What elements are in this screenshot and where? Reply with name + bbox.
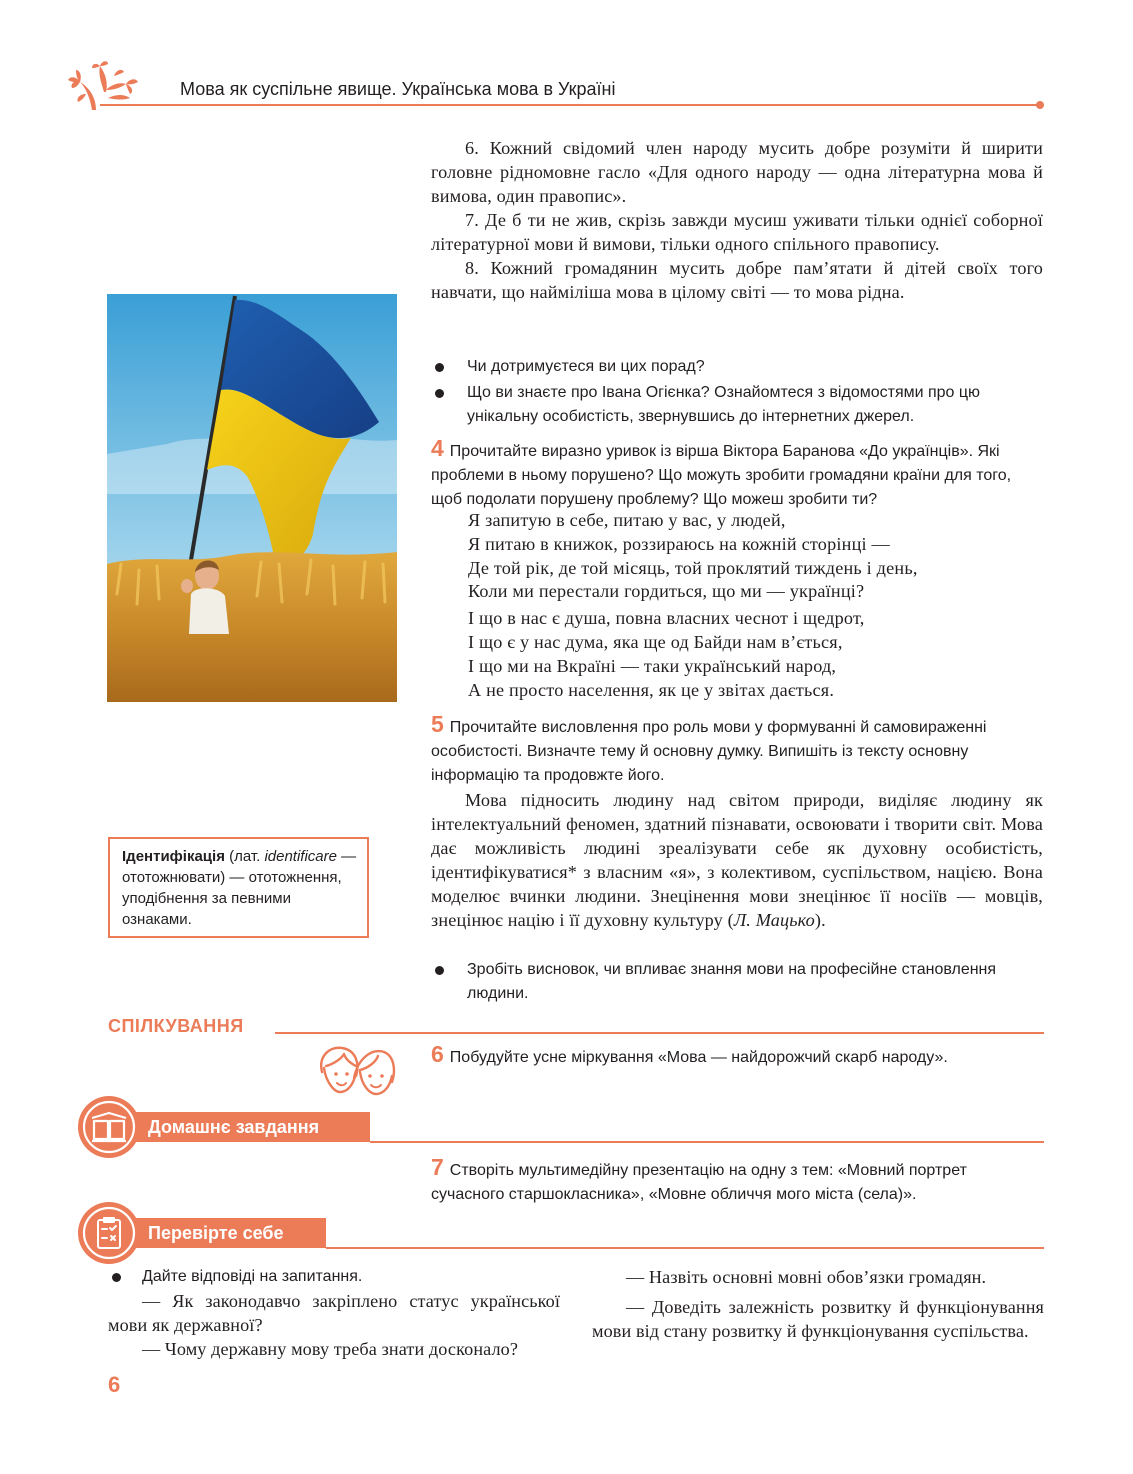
task-text: Прочитайте висловлення про роль мови у формуванні й самовираженні особистості. Визначте тему й основну думку. Випишіть із тексту основну інформацію та продовжте його. — [431, 719, 987, 784]
question-item: — Доведіть залежність розвитку й функціонування мови від стану розвитку й функціонування суспільства. — [592, 1297, 1044, 1341]
header-rule-dot — [1036, 101, 1044, 109]
selfcheck-label: Перевірте себе — [148, 1223, 284, 1243]
task-number: 4 — [431, 435, 444, 461]
questions-right — [592, 1265, 1044, 1343]
book-icon — [78, 1096, 140, 1158]
questions-intro: Дайте відповіді на запитання. — [108, 1265, 560, 1289]
rule-paragraph: 8. Кожний громадянин мусить добре пам’ятати й дітей своїх того навчати, що найміліша мова в цілому світі — то мова рідна. — [431, 258, 1043, 302]
homework-label: Домашнє завдання — [148, 1117, 320, 1137]
people-talking-icon — [314, 1042, 398, 1100]
definition-open: (лат. — [224, 848, 265, 865]
header-rule — [100, 104, 1040, 106]
quote-block — [431, 788, 1043, 932]
definition-text: ототожнювати) — ототожнення, уподібнення за певними ознаками. — [122, 869, 342, 928]
rule-paragraph: 7. Де б ти не жив, скрізь завжди мусиш уживати тільки однієї соборної літературної мови й вимови, тільки одного спільного правопису. — [431, 210, 1043, 254]
poem — [431, 509, 1043, 702]
selfcheck-rule — [326, 1247, 1044, 1249]
task-text: Прочитайте виразно уривок із вірша Віктора Баранова «До українців». Які проблеми в ньому порушено? Що можуть зробити громадяни країни для того, щоб подолати порушену проблему? Що можеш зробити ти? — [431, 443, 1012, 508]
homework-banner — [118, 1112, 370, 1142]
poem-line: А не просто населення, як це у звітах дається. — [468, 679, 835, 700]
definition-latin: identificare — — [264, 848, 357, 865]
task-text: Створіть мультимедійну презентацію на одну з тем: «Мовний портрет сучасного старшокласника», «Мовне обличчя мого міста (села)». — [431, 1162, 967, 1203]
homework-rule — [370, 1141, 1044, 1143]
checklist-icon — [78, 1202, 140, 1264]
quote-end: ). — [814, 910, 826, 930]
questions-left — [108, 1265, 560, 1361]
poem-line: І що ми на Вкраїні — таки український народ, — [468, 655, 837, 676]
ukrainian-flag-wheat-photo — [107, 294, 397, 702]
poem-line: Коли ми перестали гордиться, що ми — українці? — [468, 581, 865, 602]
quote-text: Мова підносить людину над світом природи, виділяє людину як інтелектуальний феномен, здатний пізнавати, освоювати і творити світ. Мова дає можливість людині зреалізувати себе як духовну особистість, ідентифікуватися* з власним «я», з колективом, суспільством, нацією. Вона моделює вчинки людини. Знецінення мови знецінює її носіїв — мовців, знецінює націю і її духовну культуру ( — [431, 790, 1043, 930]
rule-paragraph: 6. Кожний свідомий член народу мусить добре розуміти й ширити головне рідномовне гасло «Для одного народу — одна літературна мова й вимова, один правопис». — [431, 138, 1043, 206]
bullet-item: Зробіть висновок, чи впливає знання мови на професійне становлення людини. — [431, 958, 1043, 1006]
bullet-item: Що ви знаєте про Івана Огієнка? Ознайомтеся з відомостями про цю унікальну особистість, звернувшись до інтернетних джерел. — [431, 381, 1043, 429]
question-item: — Чому державну мову треба знати досконало? — [142, 1339, 519, 1359]
bullets-after-rules — [431, 355, 1043, 429]
page-number: 6 — [108, 1372, 121, 1397]
section-heading: СПІЛКУВАННЯ — [108, 1016, 244, 1036]
poem-line: І що в нас є душа, повна власних чеснот і щедрот, — [468, 608, 865, 629]
poem-line: Де той рік, де той місяць, той проклятий тиждень і день, — [468, 557, 918, 578]
question-item: — Назвіть основні мовні обов’язки громадян. — [626, 1267, 987, 1287]
task-number: 6 — [431, 1041, 444, 1067]
task-7 — [431, 1155, 1043, 1207]
page-header-title: Мова як суспільне явище. Українська мова в Україні — [180, 79, 616, 99]
definition-box — [108, 837, 369, 938]
quote-author: Л. Мацько — [733, 910, 815, 930]
question-item: — Як законодавчо закріплено статус української мови як державної? — [108, 1291, 560, 1335]
task-number: 7 — [431, 1154, 444, 1180]
task-6 — [431, 1042, 1043, 1070]
task-5 — [431, 712, 1043, 788]
bullet-after-quote — [431, 958, 1043, 1006]
poem-line: Я запитую в себе, питаю у вас, у людей, — [468, 510, 786, 530]
definition-term: Ідентифікація — [122, 848, 225, 865]
task-number: 5 — [431, 711, 444, 737]
section-rule — [275, 1032, 1044, 1034]
task-text: Побудуйте усне міркування «Мова — найдорожчий скарб народу». — [449, 1049, 948, 1066]
quote-paragraph — [431, 788, 1043, 932]
task-4 — [431, 436, 1043, 512]
rules-block — [431, 136, 1043, 304]
bullet-item: Чи дотримуєтеся ви цих порад? — [431, 355, 1043, 379]
poem-line: Я питаю в книжок, роззираюсь на кожній сторінці — — [468, 533, 890, 554]
selfcheck-banner — [118, 1218, 326, 1248]
poem-line: І що є у нас дума, яка ще од Байди нам в’ється, — [468, 631, 843, 652]
